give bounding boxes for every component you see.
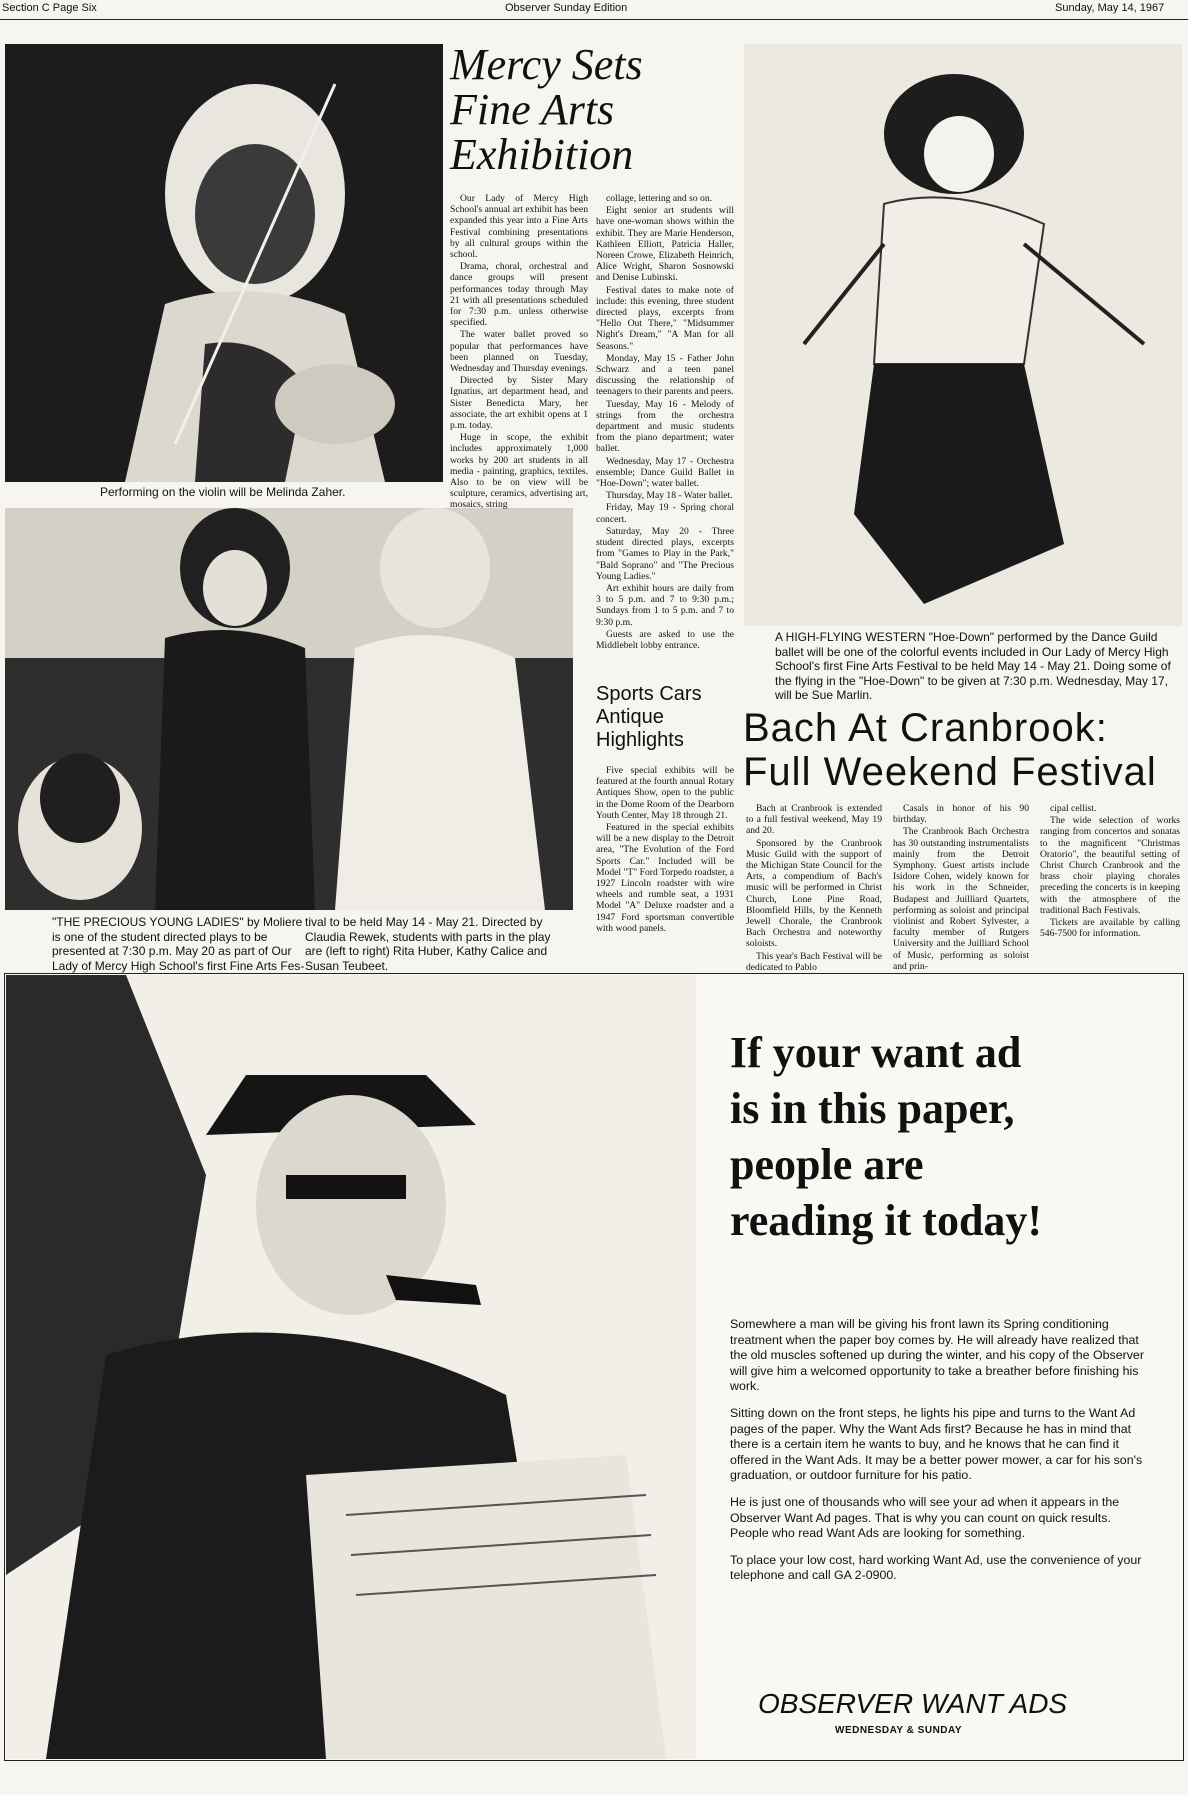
mercy-paragraph: Friday, May 19 - Spring choral concert. [596,502,734,525]
violin-caption: Performing on the violin will be Melinda Zaher. [100,485,346,499]
mercy-headline-line-1: Mercy Sets [450,40,643,89]
sports-headline [596,683,736,752]
sports-headline-line-3: Highlights [596,729,684,751]
bach-paragraph: Tickets are available by calling 546-7500 for information. [1040,917,1180,940]
violin-photo [5,44,443,482]
mercy-paragraph: Festival dates to make note of include: this evening, three student directed plays, excerpts from "Hello Out There," "Midsummer Night's Dream," "A Man for all Seasons." [596,284,734,352]
want-ad-paragraph: He is just one of thousands who will see your ad when it appears in the Observer Want Ad pages. That is why you can count on quick results. People who read Want Ads are looking for something. [730,1494,1120,1541]
hoedown-photo [744,44,1182,626]
bach-paragraph: This year's Bach Festival will be dedicated to Pablo [746,950,882,973]
mercy-paragraph: Directed by Sister Mary Ignatius, art department head, and Sister Benedicta Mary, her associate, the art exhibit opens at 1 p.m. today. [450,375,588,432]
mercy-headline-line-2: Fine Arts [450,85,615,134]
young-ladies-caption-left: "THE PRECIOUS YOUNG LADIES" by Moliere is one of the student directed plays to be presented at 7:30 p.m. May 20 as part of Our Lady of Mercy High School's first Fine Arts Fes- [52,915,305,973]
want-ad-signature: OBSERVER WANT ADS [758,1688,1068,1719]
bach-column-2 [893,803,1029,973]
sports-headline-line-2: Antique [596,706,664,728]
mercy-paragraph: collage, lettering and so on. [606,193,713,204]
bach-paragraph: Casals in honor of his 90 birthday. [893,803,1029,826]
want-ad-headline-line-3: people are [730,1140,924,1189]
sports-headline-line-1: Sports Cars [596,683,702,705]
mercy-paragraph: Saturday, May 20 - Three student directed plays, excerpts from "Games to Play in the Park," "Bald Soprano" and "The Precious Young Ladies." [596,525,734,582]
mercy-paragraph: The water ballet proved so popular that performances have been planned on Tuesday, Wednesday and Thursday evenings. [450,329,588,375]
bach-column-1 [746,803,882,974]
man-with-pipe-photo [6,975,696,1759]
bach-paragraph: Sponsored by the Cranbrook Music Guild with the support of the Michigan State Council for the Arts, a compendium of Bach's music will be performed in Christ Church, Lone Pine Road, Bloomfield Hills, by the Kenneth Jewell Chorale, the Cranbrook Bach Orchestra and noteworthy soloists. [746,837,882,950]
mercy-paragraph: Huge in scope, the exhibit includes approximately 1,000 works by 200 art students in all media - painting, graphics, textiles. Also to be on view will be sculpture, ceramics, advertising art, mosaics, string [450,432,588,511]
want-ad-paragraph: To place your low cost, hard working Want Ad, use the convenience of your telephone and call GA 2-0900. [730,1552,1142,1583]
mercy-headline-line-3: Exhibition [450,130,634,179]
bach-paragraph: The wide selection of works ranging from concertos and sonatas to the magnificent "Christmas Oratorio", the beautiful setting of Christ Church Cranbrook and the brass choir playing chorales preceding the concerts is in keeping with the atmosphere of the traditional Bach Festivals. [1040,815,1180,916]
mercy-paragraph: Thursday, May 18 - Water ballet. [606,490,733,502]
mercy-headline [450,42,740,177]
section-folio: Section C Page Six [2,2,97,14]
bach-column-3 [1040,803,1180,940]
want-ad-days: WEDNESDAY & SUNDAY [835,1725,962,1736]
edition-folio: Observer Sunday Edition [505,2,628,14]
date-folio: Sunday, May 14, 1967 [1055,2,1165,14]
sports-body [596,765,734,935]
want-ad-body [730,1317,1145,1595]
want-ad-headline-line-4: reading it today! [730,1196,1043,1245]
bach-headline [743,706,1185,794]
want-ad-headline-line-1: If your want ad [730,1028,1022,1077]
want-ad-headline [730,1025,1160,1249]
mercy-paragraph: Art exhibit hours are daily from 3 to 5 p.m. and 7 to 9:30 p.m.; Sundays from 1 to 5 p.m. and 7 to 9:30 p.m. [596,582,734,628]
want-ad-paragraph: Somewhere a man will be giving his front lawn its Spring conditioning treatment when the paper boy comes by. He will already have realized that the old muscles softened up during the winter, and his copy of the Observer will give him a welcomed opportunity to take a breather before finishing his work. [730,1317,1144,1394]
want-ad-headline-line-2: is in this paper, [730,1084,1015,1133]
bach-paragraph: cipal cellist. [1050,803,1097,814]
mercy-column-2 [596,193,734,652]
mercy-paragraph: Wednesday, May 17 - Orchestra ensemble; Dance Guild Ballet in "Hoe-Down"; water ballet. [596,455,734,490]
young-ladies-caption-right: tival to be held May 14 - May 21. Directed by Claudia Rewek, students with parts in the play are (left to right) Rita Huber, Kathy Calice and Susan Teubeet. [305,915,551,973]
mercy-paragraph: Monday, May 15 - Father John Schwarz and a teen panel discussing the relationship of teenagers to their parents and peers. [596,352,734,398]
bach-paragraph: Bach at Cranbrook is extended to a full festival weekend, May 19 and 20. [746,803,882,837]
header-rule [0,19,1188,20]
mercy-paragraph: Tuesday, May 16 - Melody of strings from the orchestra department and music students from the piano department; water ballet. [596,398,734,455]
bach-headline-line-1: Bach At Cranbrook: [743,706,1108,750]
mercy-paragraph: Eight senior art students will have one-woman shows within the exhibit. They are Marie Henderson, Kathleen Elliott, Patricia Haller, Noreen Crowe, Elizabeth Heinrich, Alice Wright, Sharon Sosnowski and Denise Lubinski. [596,205,734,284]
mercy-paragraph: Drama, choral, orchestral and dance groups will present performances today through May 21 with all presentations scheduled for 7:30 p.m. unless otherwise specified. [450,261,588,329]
mercy-paragraph: Guests are asked to use the Middlebelt lobby entrance. [596,628,734,651]
sports-paragraph: Five special exhibits will be featured at the fourth annual Rotary Antiques Show, open to the public in the Dome Room of the Dearborn Youth Center, May 18 through 21. [596,765,734,821]
bach-paragraph: The Cranbrook Bach Orchestra has 30 outstanding instrumentalists mainly from the Detroit Symphony. Guest artists include Isidore Cohen, widely known for his work in the Schneider, Budapest and Juilliard Quartets, performing as soloist and principal violinist and Robert Sylvester, a faculty member of Rutgers University and the Juilliard School of Music, performing as soloist and prin- [893,826,1029,972]
sports-paragraph: Featured in the special exhibits will be a new display to the Detroit area, "The Evolution of the Ford Sports Car." Included will be Model "T" Ford Torpedo roadster, a 1927 Lincoln roadster with wire wheels and rumble seat, a 1931 Model "A" Deluxe roadster and a 1947 Ford sportsman convertible with wood panels. [596,822,734,934]
young-ladies-photo [5,508,573,910]
want-ad-paragraph: Sitting down on the front steps, he lights his pipe and turns to the Want Ad pages of the paper. Why the Want Ads first? Because he has in mind that there is a certain item he wants to buy, and he knows that he can find it offered in the Want Ads. It may be a better power mower, a car for his son's graduation, or outdoor furniture for his patio. [730,1405,1143,1483]
mercy-column-1 [450,193,588,512]
mercy-paragraph: Our Lady of Mercy High School's annual art exhibit has been expanded this year into a Fine Arts Festival combining presentations by all cultural groups within the school. [450,193,588,261]
bach-headline-line-2: Full Weekend Festival [743,750,1157,794]
hoedown-caption: A HIGH-FLYING WESTERN "Hoe-Down" performed by the Dance Guild ballet will be one of the colorful events included in Our Lady of Mercy High School's first Fine Arts Festival to be held May 14 - May 21. Doing some of the flying in the "Hoe-Down" to be given at 7:30 p.m. Wednesday, May 17, will be Sue Marlin. [775,630,1171,702]
